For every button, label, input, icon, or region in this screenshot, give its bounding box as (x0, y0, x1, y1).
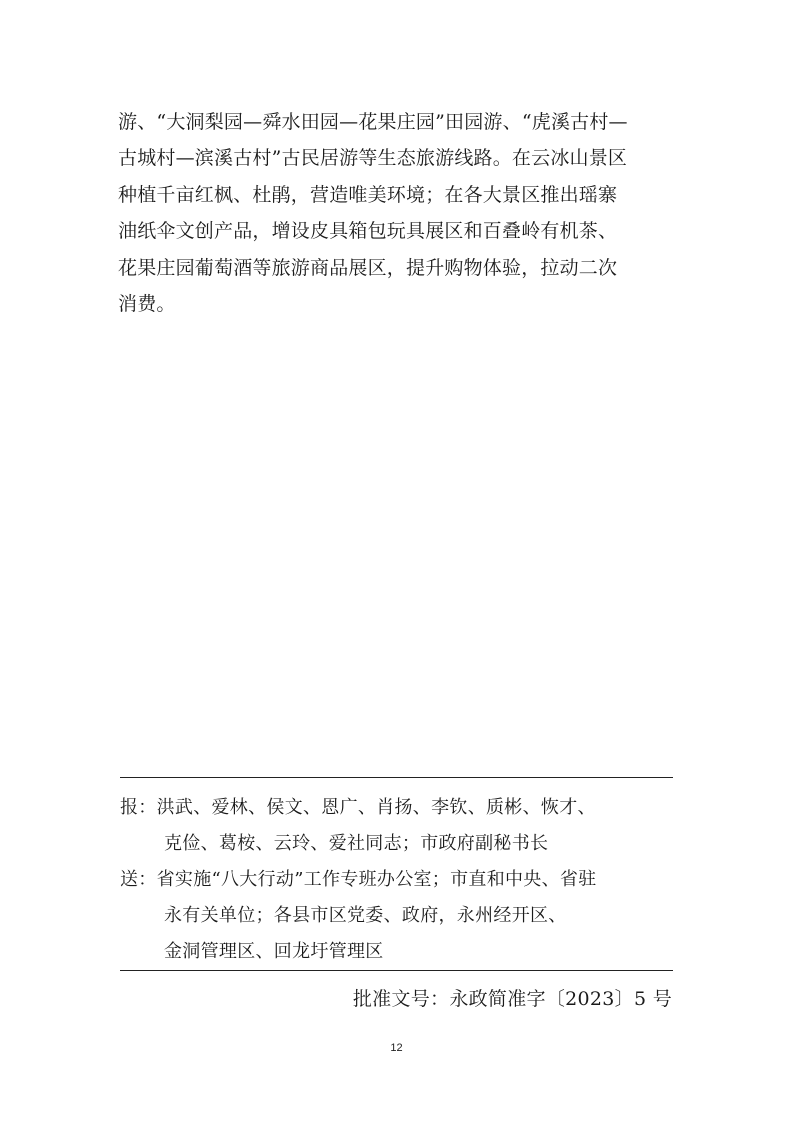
send-line-1 (120, 862, 680, 898)
body-paragraph (118, 104, 678, 322)
bottom-divider (120, 970, 673, 971)
approval-number: 批准文号：永政简准字〔2023〕5 号 (352, 988, 672, 1010)
body-line-5: 花果庄园葡萄酒等旅游商品展区，提升购物体验，拉动二次 (118, 256, 618, 279)
report-recipients-2: 克俭、葛桉、云玲、爱社同志；市政府副秘书长 (164, 833, 549, 854)
body-line-1: 游、“大洞梨园—舜水田园—花果庄园”田园游、“虎溪古村— (118, 111, 628, 133)
body-line-6: 消费。 (118, 293, 176, 316)
body-line-3: 种植千亩红枫、杜鹃，营造唯美环境；在各大景区推出瑶寨 (118, 183, 618, 206)
send-recipients-2: 永有关单位；各县市区党委、政府，永州经开区、 (164, 905, 567, 926)
send-recipients-1: 省实施“八大行动”工作专班办公室；市直和中央、省驻 (156, 869, 597, 890)
send-label: 送： (120, 869, 157, 890)
page-number: 12 (390, 1042, 403, 1054)
report-line-1 (120, 790, 680, 826)
report-label: 报： (120, 797, 157, 818)
report-recipients-1: 洪武、爱林、侯文、恩广、肖扬、李钦、质彬、恢才、 (156, 797, 596, 818)
body-line-2: 古城村—滨溪古村”古民居游等生态旅游线路。在云冰山景区 (118, 147, 628, 170)
distribution-list (120, 790, 680, 970)
body-line-4: 油纸伞文创产品，增设皮具箱包玩具展区和百叠岭有机茶、 (118, 220, 618, 243)
top-divider (120, 777, 673, 778)
send-recipients-3: 金洞管理区、回龙圩管理区 (164, 941, 384, 962)
